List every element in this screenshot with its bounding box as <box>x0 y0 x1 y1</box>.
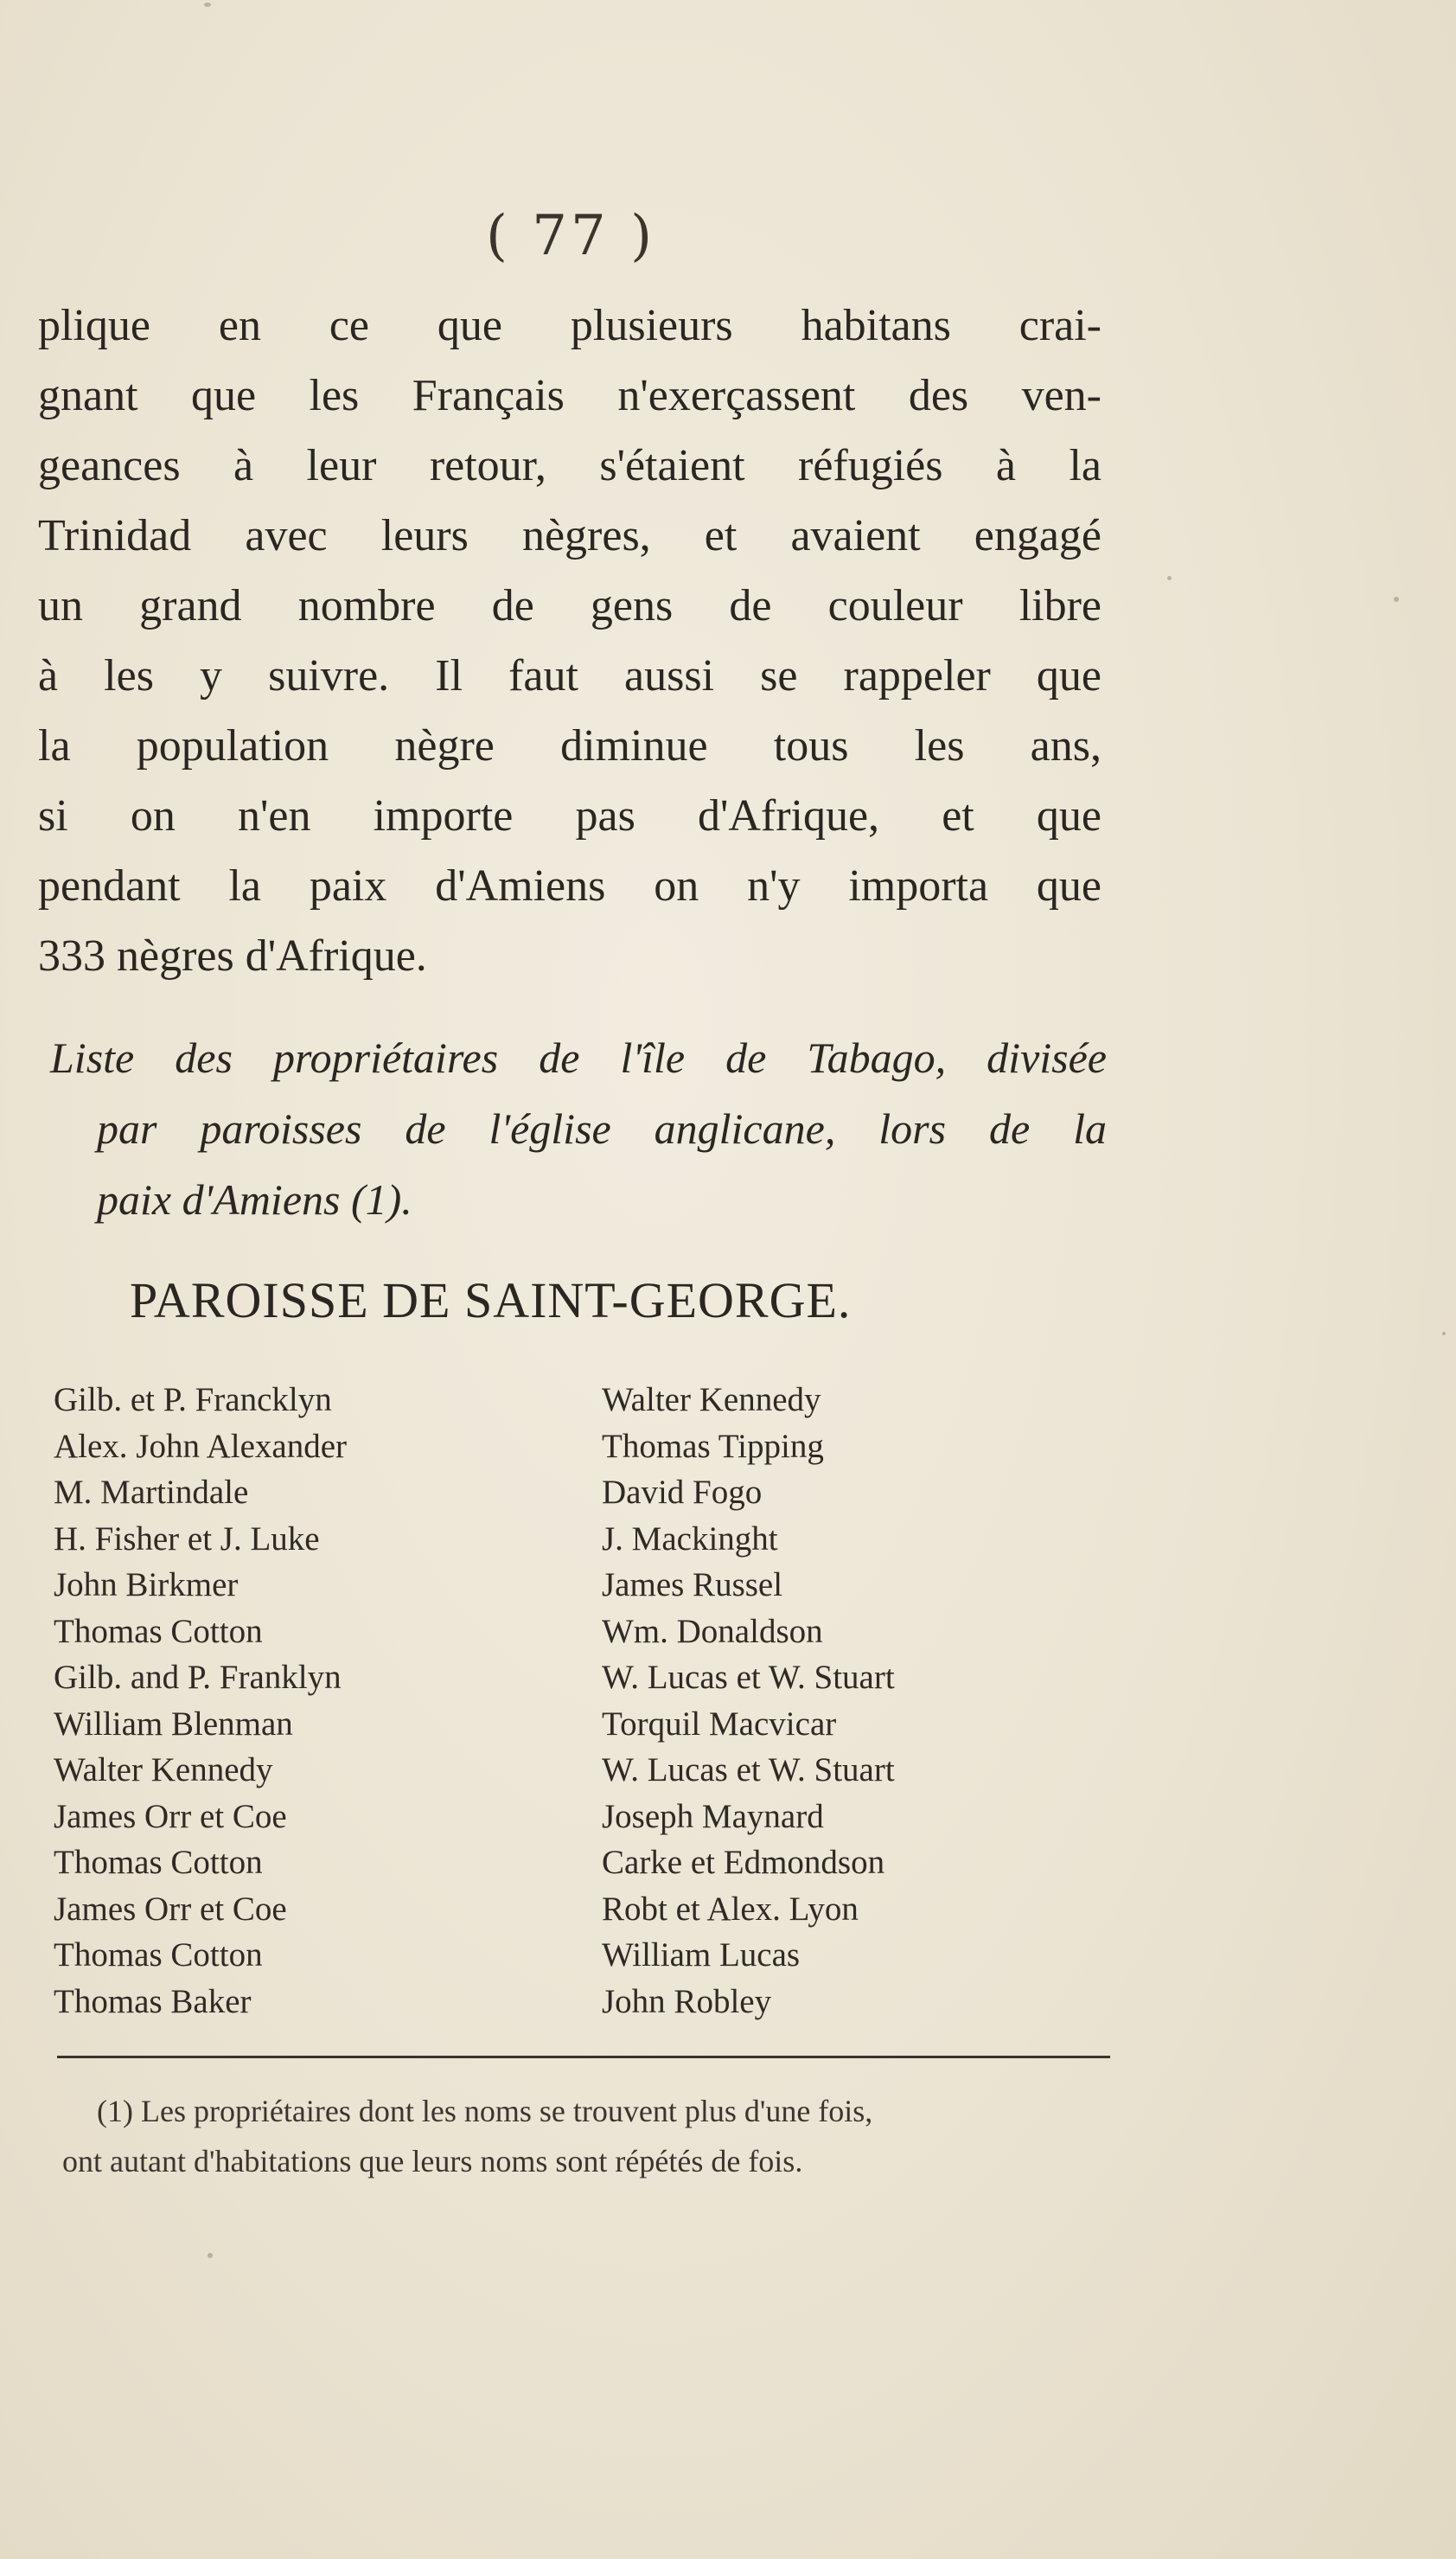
footnote-rule <box>57 2056 1110 2058</box>
owner-name: M. Martindale <box>54 1474 249 1511</box>
paragraph-line: gnant que les Français n'exerçassent des ven- <box>38 371 1102 420</box>
owner-name: James Orr et Coe <box>54 1890 287 1928</box>
owner-name: John Robley <box>602 1982 772 2020</box>
paper-speck <box>208 2253 213 2258</box>
caption-line: Liste des propriétaires de l'île de Tabago, divisée <box>50 1033 1107 1082</box>
footnote-line: (1) Les propriétaires dont les noms se trouvent plus d'une fois, <box>97 2094 873 2128</box>
owner-name: William Lucas <box>602 1936 801 1974</box>
owner-name: J. Mackinght <box>602 1519 778 1558</box>
owner-name: H. Fisher et J. Luke <box>54 1519 320 1558</box>
body-paragraph <box>38 291 1102 991</box>
owner-name: Walter Kennedy <box>602 1381 821 1418</box>
paragraph-line: la population nègre diminue tous les ans, <box>38 721 1102 771</box>
paper-speck <box>1442 1332 1446 1335</box>
paragraph-line: un grand nombre de gens de couleur libre <box>38 581 1102 630</box>
owner-name: Alex. John Alexander <box>54 1427 348 1465</box>
paragraph-line: à les y suivre. Il faut aussi se rappeler que <box>38 651 1102 701</box>
parish-heading: PAROISSE DE SAINT-GEORGE. <box>130 1272 852 1328</box>
owner-name: Thomas Cotton <box>54 1612 263 1650</box>
owners-list-left <box>54 1377 347 2025</box>
owner-name: Robt et Alex. Lyon <box>602 1890 859 1928</box>
owner-name: Thomas Tipping <box>602 1427 824 1465</box>
footnote <box>62 2086 1134 2186</box>
paragraph-line: si on n'en importe pas d'Afrique, et que <box>38 791 1102 841</box>
owner-name: James Russel <box>602 1566 783 1603</box>
paper-speck <box>1167 576 1172 580</box>
caption-line: par paroisses de l'église anglicane, lors de la <box>97 1104 1107 1153</box>
paragraph-line: plique en ce que plusieurs habitans crai- <box>38 301 1102 350</box>
footnote-line: ont autant d'habitations que leurs noms sont répétés de fois. <box>62 2144 803 2178</box>
paragraph-line: pendant la paix d'Amiens on n'y importa que <box>38 861 1102 911</box>
owner-name: Thomas Cotton <box>54 1936 263 1974</box>
paper-speck <box>1394 597 1399 602</box>
owner-name: William Blenman <box>54 1705 293 1743</box>
owner-name: Carke et Edmondson <box>602 1844 885 1881</box>
owner-name: W. Lucas et W. Stuart <box>602 1659 895 1696</box>
owner-name: Thomas Baker <box>54 1982 252 2020</box>
paragraph-line: geances à leur retour, s'étaient réfugiés à la <box>38 441 1102 490</box>
owner-name: John Birkmer <box>54 1566 239 1603</box>
owner-name: Joseph Maynard <box>602 1797 824 1835</box>
owner-name: W. Lucas et W. Stuart <box>602 1751 895 1788</box>
paragraph-line: Trinidad avec leurs nègres, et avaient engagé <box>38 511 1102 560</box>
owners-list-right <box>602 1377 895 2025</box>
owner-name: Torquil Macvicar <box>602 1705 837 1743</box>
paper-speck <box>204 3 211 7</box>
page-number: ( 77 ) <box>485 204 656 268</box>
paragraph-line: 333 nègres d'Afrique. <box>38 931 427 981</box>
owner-name: Thomas Cotton <box>54 1844 263 1881</box>
owner-name: Walter Kennedy <box>54 1751 273 1788</box>
list-caption <box>50 1022 1107 1235</box>
owner-name: David Fogo <box>602 1474 763 1511</box>
owner-name: Wm. Donaldson <box>602 1612 823 1650</box>
owner-name: Gilb. et P. Francklyn <box>54 1381 332 1418</box>
owner-name: James Orr et Coe <box>54 1797 287 1835</box>
owner-name: Gilb. and P. Franklyn <box>54 1659 342 1696</box>
caption-line: paix d'Amiens (1). <box>97 1175 412 1224</box>
